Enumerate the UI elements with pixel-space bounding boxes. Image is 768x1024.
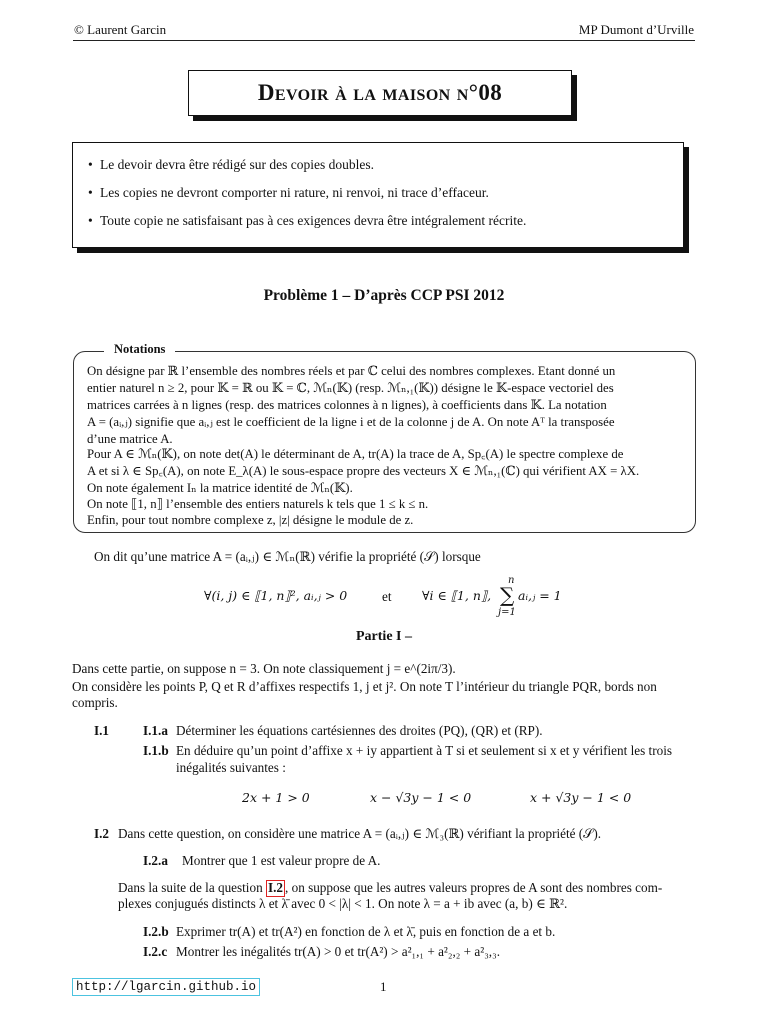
- property-intro: On dit qu’une matrice A = (aᵢ,ⱼ) ∈ ℳₙ(ℝ) vérifie la propriété (𝒮) lorsque: [94, 549, 481, 564]
- context-after: , on suppose que les autres valeurs propres de A sont des nombres com-: [285, 880, 663, 895]
- question-text: Montrer les inégalités tr(A) > 0 et tr(A²) > a²₁,₁ + a²₂,₂ + a²₃,₃.: [176, 944, 500, 959]
- notation-line: On note également Iₙ la matrice identité de ℳₙ(𝕂).: [87, 481, 353, 495]
- instruction-item: • Le devoir devra être rédigé sur des copies doubles.: [100, 156, 374, 174]
- property-right-suffix: aᵢ,ⱼ = 1: [518, 588, 562, 603]
- question-number: I.1.a: [143, 723, 168, 738]
- question-number: I.1: [94, 723, 110, 738]
- property-right-prefix: ∀i ∈ ⟦1, n⟧,: [422, 588, 492, 603]
- page-title: Devoir à la maison n°08: [257, 80, 503, 106]
- notations-label: Notations: [104, 341, 175, 357]
- context-before: Dans la suite de la question: [118, 880, 263, 895]
- part-intro-line: compris.: [72, 695, 118, 710]
- part-title: Partie I –: [356, 629, 412, 644]
- part-intro-line: Dans cette partie, on suppose n = 3. On note classiquement j = e^(2iπ/3).: [72, 661, 456, 676]
- sum-lower-bound: j=1: [498, 607, 516, 618]
- property-left: ∀(i, j) ∈ ⟦1, n⟧², aᵢ,ⱼ > 0: [204, 588, 348, 603]
- question-ref-link[interactable]: I.2: [267, 880, 283, 895]
- question-text: inégalités suivantes :: [176, 760, 286, 775]
- part-intro-line: On considère les points P, Q et R d’affixes respectifs 1, j et j². On note T l’intérieur du triangle PQR, bords non: [72, 679, 657, 694]
- notation-line: On désigne par ℝ l’ensemble des nombres réels et par ℂ celui des nombres complexes. Etant donné un: [87, 364, 616, 378]
- notation-line: On note ⟦1, n⟧ l’ensemble des entiers naturels k tels que 1 ≤ k ≤ n.: [87, 497, 429, 511]
- inequality: x − √3y − 1 < 0: [370, 790, 472, 805]
- header-author: © Laurent Garcin: [74, 22, 167, 37]
- instructions-box: [72, 142, 684, 248]
- question-number: I.2.b: [143, 924, 169, 939]
- question-text: Dans cette question, on considère une matrice A = (aᵢ,ⱼ) ∈ ℳ₃(ℝ) vérifiant la propriété (𝒮).: [118, 826, 602, 841]
- notation-line: entier naturel n ≥ 2, pour 𝕂 = ℝ ou 𝕂 = ℂ, ℳₙ(𝕂) (resp. ℳₙ,₁(𝕂)) désigne le 𝕂-espace vectoriel des: [87, 381, 614, 395]
- notation-line: d’une matrice A.: [87, 432, 173, 446]
- title-box: [188, 70, 572, 116]
- question-text: Exprimer tr(A) et tr(A²) en fonction de λ et λ̄, puis en fonction de a et b.: [176, 924, 556, 939]
- inequality: 2x + 1 > 0: [242, 790, 310, 805]
- question-text: Déterminer les équations cartésiennes des droites (PQ), (QR) et (RP).: [176, 723, 543, 738]
- sum-upper-bound: n: [508, 575, 515, 586]
- instruction-item: • Les copies ne devront comporter ni rature, ni renvoi, ni trace d’effaceur.: [100, 184, 489, 202]
- instruction-item: • Toute copie ne satisfaisant pas à ces exigences devra être intégralement récrite.: [100, 212, 526, 230]
- notation-line: Enfin, pour tout nombre complexe z, |z| désigne le module de z.: [87, 513, 414, 527]
- question-text: Montrer que 1 est valeur propre de A.: [182, 853, 381, 868]
- header-school: MP Dumont d’Urville: [578, 22, 694, 37]
- property-connector: et: [382, 589, 392, 604]
- question-context-line: plexes conjugués distincts λ et λ̄ avec 0 < |λ| < 1. On note λ = a + ib avec (a, b) ∈ ℝ².: [118, 896, 568, 911]
- header-rule: [73, 40, 695, 41]
- footer-url-link[interactable]: http://lgarcin.github.io: [72, 978, 260, 996]
- question-number: I.2: [94, 826, 110, 841]
- notation-line: A et si λ ∈ Sp꜀(A), on note E_λ(A) le sous-espace propre des vecteurs X ∈ ℳₙ,₁(ℂ) qui vérifient AX = λX.: [87, 464, 640, 478]
- inequality: x + √3y − 1 < 0: [530, 790, 632, 805]
- question-context: [118, 879, 662, 897]
- notation-line: matrices carrées à n lignes (resp. des matrices colonnes à n lignes), à coefficients dans 𝕂. La notation: [87, 398, 607, 412]
- question-number: I.2.c: [143, 944, 168, 959]
- question-number: I.2.a: [143, 853, 168, 868]
- page-number: 1: [380, 979, 387, 994]
- question-text: En déduire qu’un point d’affixe x + iy appartient à T si et seulement si x et y vérifient les trois: [176, 743, 672, 758]
- notation-line: A = (aᵢ,ⱼ) signifie que aᵢ,ⱼ est le coefficient de la ligne i et de la colonne j de A. On note Aᵀ la transposée: [87, 415, 615, 429]
- problem-title: Problème 1 – D’après CCP PSI 2012: [263, 287, 505, 304]
- sum-sign: ∑: [500, 583, 515, 607]
- question-number: I.1.b: [143, 743, 169, 758]
- notation-line: Pour A ∈ ℳₙ(𝕂), on note det(A) le déterminant de A, tr(A) la trace de A, Sp꜀(A) le spectre complexe de: [87, 447, 624, 461]
